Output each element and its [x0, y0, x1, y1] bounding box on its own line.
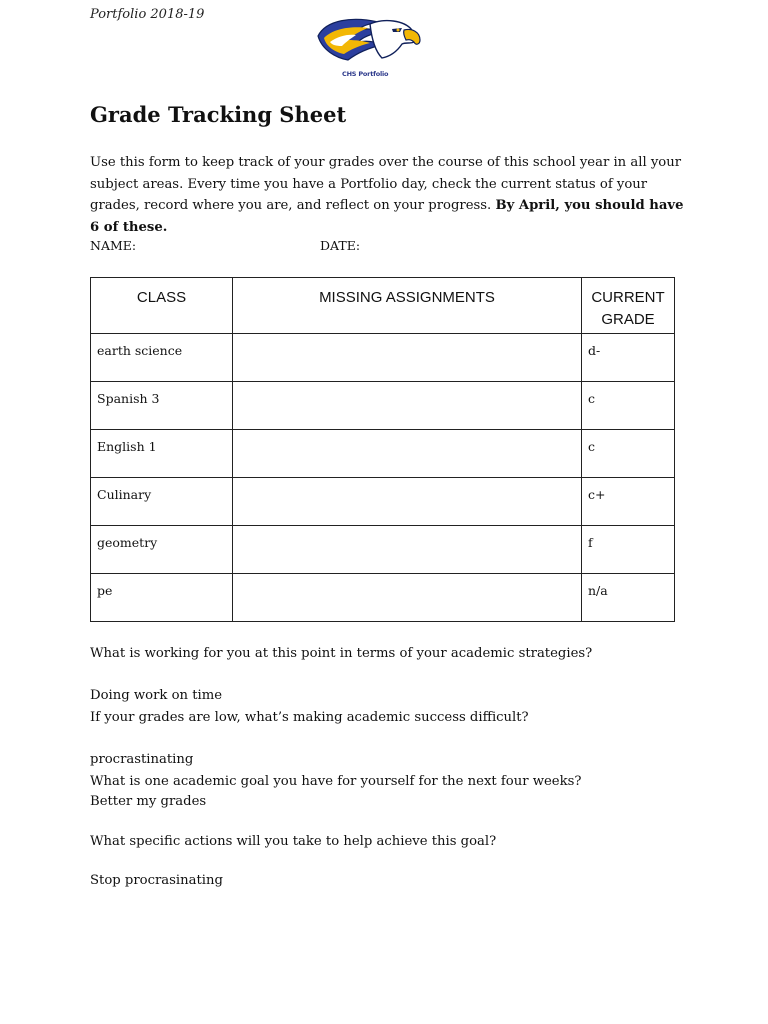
intro-text: Use this form to keep track of your grades over the course of this school year in all your subject areas. Every time you have a Portfolio day, check the current status of your grades, record where you are, and reflect on your progress. — [90, 155, 682, 213]
question-specific-actions: What specific actions will you take to help achieve this goal? — [90, 834, 497, 849]
logo-caption: CHS Portfolio — [342, 70, 389, 78]
grade-cell[interactable]: f — [582, 526, 675, 574]
grade-cell[interactable]: c — [582, 430, 675, 478]
missing-assignments-cell[interactable] — [233, 334, 582, 382]
grade-cell[interactable]: c — [582, 382, 675, 430]
answer-specific-actions[interactable]: Stop procrasinating — [90, 873, 223, 888]
class-cell[interactable]: earth science — [91, 334, 233, 382]
missing-assignments-cell[interactable] — [233, 430, 582, 478]
table-row — [91, 526, 675, 574]
question-working-strategies: What is working for you at this point in terms of your academic strategies? — [90, 646, 593, 661]
name-label: NAME: — [90, 238, 137, 253]
class-cell[interactable]: geometry — [91, 526, 233, 574]
intro-bold-text: By April, you should have 6 of these. — [90, 198, 684, 235]
page-title: Grade Tracking Sheet — [90, 102, 347, 127]
grade-cell[interactable]: d- — [582, 334, 675, 382]
answer-difficulties[interactable]: procrastinating — [90, 752, 194, 767]
missing-assignments-cell[interactable] — [233, 526, 582, 574]
table-header-row — [91, 278, 675, 334]
header-current-grade: CURRENT GRADE — [582, 278, 675, 334]
question-academic-goal: What is one academic goal you have for yourself for the next four weeks? — [90, 774, 582, 789]
table-row — [91, 574, 675, 622]
missing-assignments-cell[interactable] — [233, 478, 582, 526]
table-row — [91, 478, 675, 526]
answer-academic-goal[interactable]: Better my grades — [90, 794, 207, 809]
grade-cell[interactable]: n/a — [582, 574, 675, 622]
class-cell[interactable]: English 1 — [91, 430, 233, 478]
class-cell[interactable]: Spanish 3 — [91, 382, 233, 430]
answer-working-strategies[interactable]: Doing work on time — [90, 688, 223, 703]
header-missing-assignments: MISSING ASSIGNMENTS — [233, 278, 582, 334]
intro-paragraph — [90, 152, 690, 238]
class-cell[interactable]: pe — [91, 574, 233, 622]
header-class: CLASS — [91, 278, 233, 334]
table-row — [91, 334, 675, 382]
question-difficulties: If your grades are low, what’s making academic success difficult? — [90, 710, 529, 725]
missing-assignments-cell[interactable] — [233, 574, 582, 622]
table-row — [91, 430, 675, 478]
missing-assignments-cell[interactable] — [233, 382, 582, 430]
class-cell[interactable]: Culinary — [91, 478, 233, 526]
date-label: DATE: — [320, 238, 361, 253]
grade-table — [90, 277, 675, 622]
portfolio-year-note: Portfolio 2018-19 — [90, 7, 205, 22]
table-row — [91, 382, 675, 430]
grade-cell[interactable]: c+ — [582, 478, 675, 526]
